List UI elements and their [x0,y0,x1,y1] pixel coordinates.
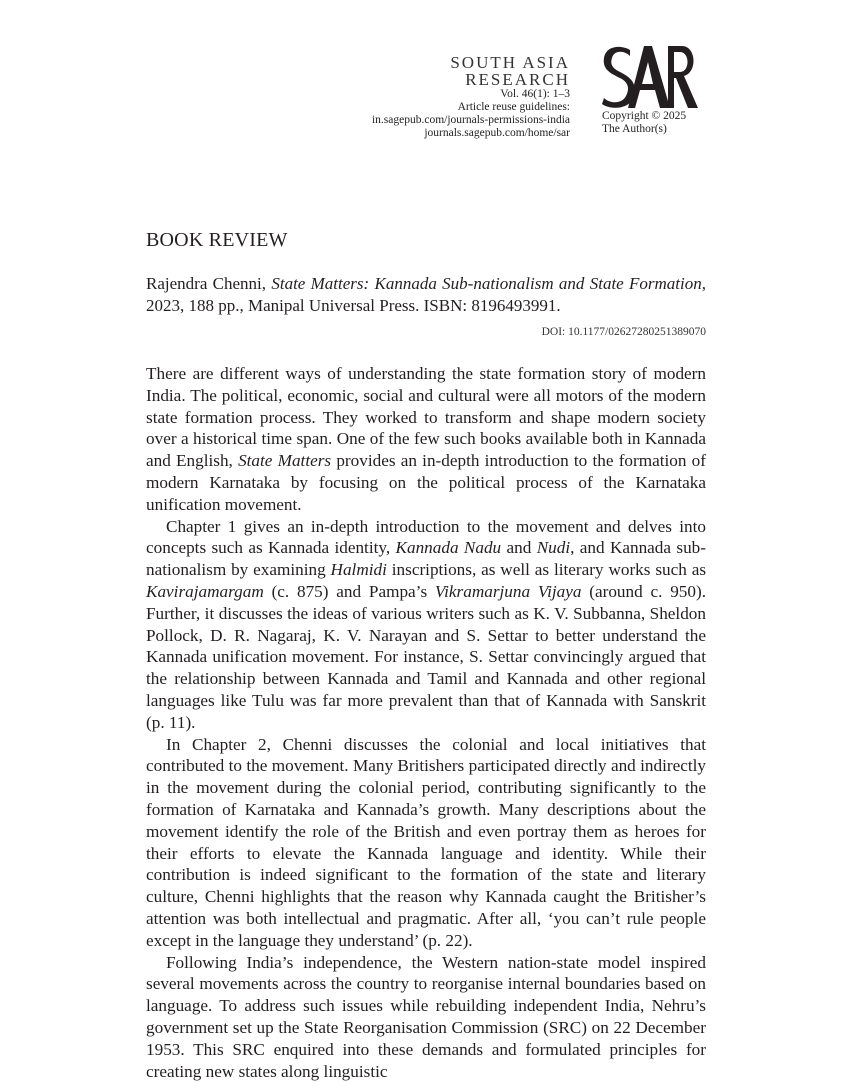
section-heading: BOOK REVIEW [146,229,288,251]
reuse-guidelines-link[interactable]: in.sagepub.com/journals-permissions-india [371,114,570,126]
italic-text: Kavirajamargam [146,581,264,601]
book-citation [146,273,706,317]
reuse-guidelines-label: Article reuse guidelines: [457,101,570,113]
text-run: , and Kannada sub-nationalism by examining [146,538,706,580]
journal-masthead [372,54,570,140]
book-title: State Matters: Kannada Sub-nationalism and State Formation [271,274,702,293]
text-run: In Chapter 2, Chenni discusses the colonial and local initiatives that contributed to the movement. Many Britishers participated directly and indirectly in the movement during the colonial period, contributing significantly to the formation of Karnataka and Kannada’s growth. Many descriptions about the movement identify the role of the British and even portray them as heroes for their efforts to elevate the Kannada language and identity. While their contribution is indeed significant to the formation of the state and literary culture, Chenni highlights that the reason why Kannada caught the Britisher’s attention was both intellectual and pragmatic. After all, ‘you can’t rule people except in the language they understand’ (p. 22). [146,734,706,950]
italic-text: Nudi [536,538,571,558]
journal-homepage-link[interactable]: journals.sagepub.com/home/sar [424,127,570,139]
text-run: Chapter 1 gives an in-depth introduction to the movement and delves into concepts such as Kannada identity, [146,516,706,558]
text-run: (c. 875) and Pampa’s [263,581,435,601]
logo-letter-s [602,47,635,108]
text-run: (around c. 950). Further, it discusses the ideas of various writers such as K. V. Subbanna, Sheldon Pollock, D. R. Nagaraj, K. V. Narayan and S. Settar to better understand the Kannada unification movement. For instance, S. Settar convincingly argued that the relationship between Kannada and Tamil and Kannada and other regional languages like Tulu was far more prevalent than that of Kannada with Sanskrit (p. 11). [146,581,707,732]
body-paragraph [146,363,706,516]
text-run: Following India’s independence, the Western nation-state model inspired several movements across the country to reorganise internal boundaries based on language. To address such issues while rebuilding independent India, Nehru’s government set up the State Reorganisation Commission (SRC) on 22 December 1953. This SRC enquired into these demands and formulated principles for creating new states along linguistic [146,952,706,1081]
text-run: inscriptions, as well as literary works such as [386,560,707,580]
review-body [146,363,706,1082]
book-author: Rajendra Chenni, [146,274,272,293]
copyright-block [602,110,686,136]
italic-text: Vikramarjuna Vijaya [434,581,582,601]
body-paragraph [146,516,706,734]
body-paragraph [146,952,706,1082]
text-run: There are different ways of understanding the state formation story of modern India. The political, economic, social and cultural were all motors of the modern state formation process. They worked to transform and shape modern society over a historical time span. One of the few such books available both in Kannada and English, [146,364,706,471]
journal-name-line2: RESEARCH [465,70,570,89]
italic-text: Kannada Nadu [395,538,502,558]
logo-letter-r [668,46,698,108]
copyright-year: Copyright © 2025 [602,110,687,122]
book-details: , 2023, 188 pp., Manipal Universal Press. ISBN: 8196493991. [146,274,706,315]
sar-logo-icon [600,44,700,110]
journal-name-line1: SOUTH ASIA [450,53,570,72]
volume-info: Vol. 46(1): 1–3 [500,88,570,100]
logo-letter-a [628,46,670,108]
doi-link[interactable]: DOI: 10.1177/02627280251389070 [541,326,706,338]
italic-text: Halmidi [330,560,387,580]
text-run: provides an in-depth introduction to the formation of modern Karnataka by focusing on the political process of the Karnataka unification movement. [146,451,706,514]
body-paragraph [146,734,706,952]
italic-text: State Matters [238,451,332,471]
copyright-holder: The Author(s) [602,123,667,135]
text-run: and [501,538,537,558]
